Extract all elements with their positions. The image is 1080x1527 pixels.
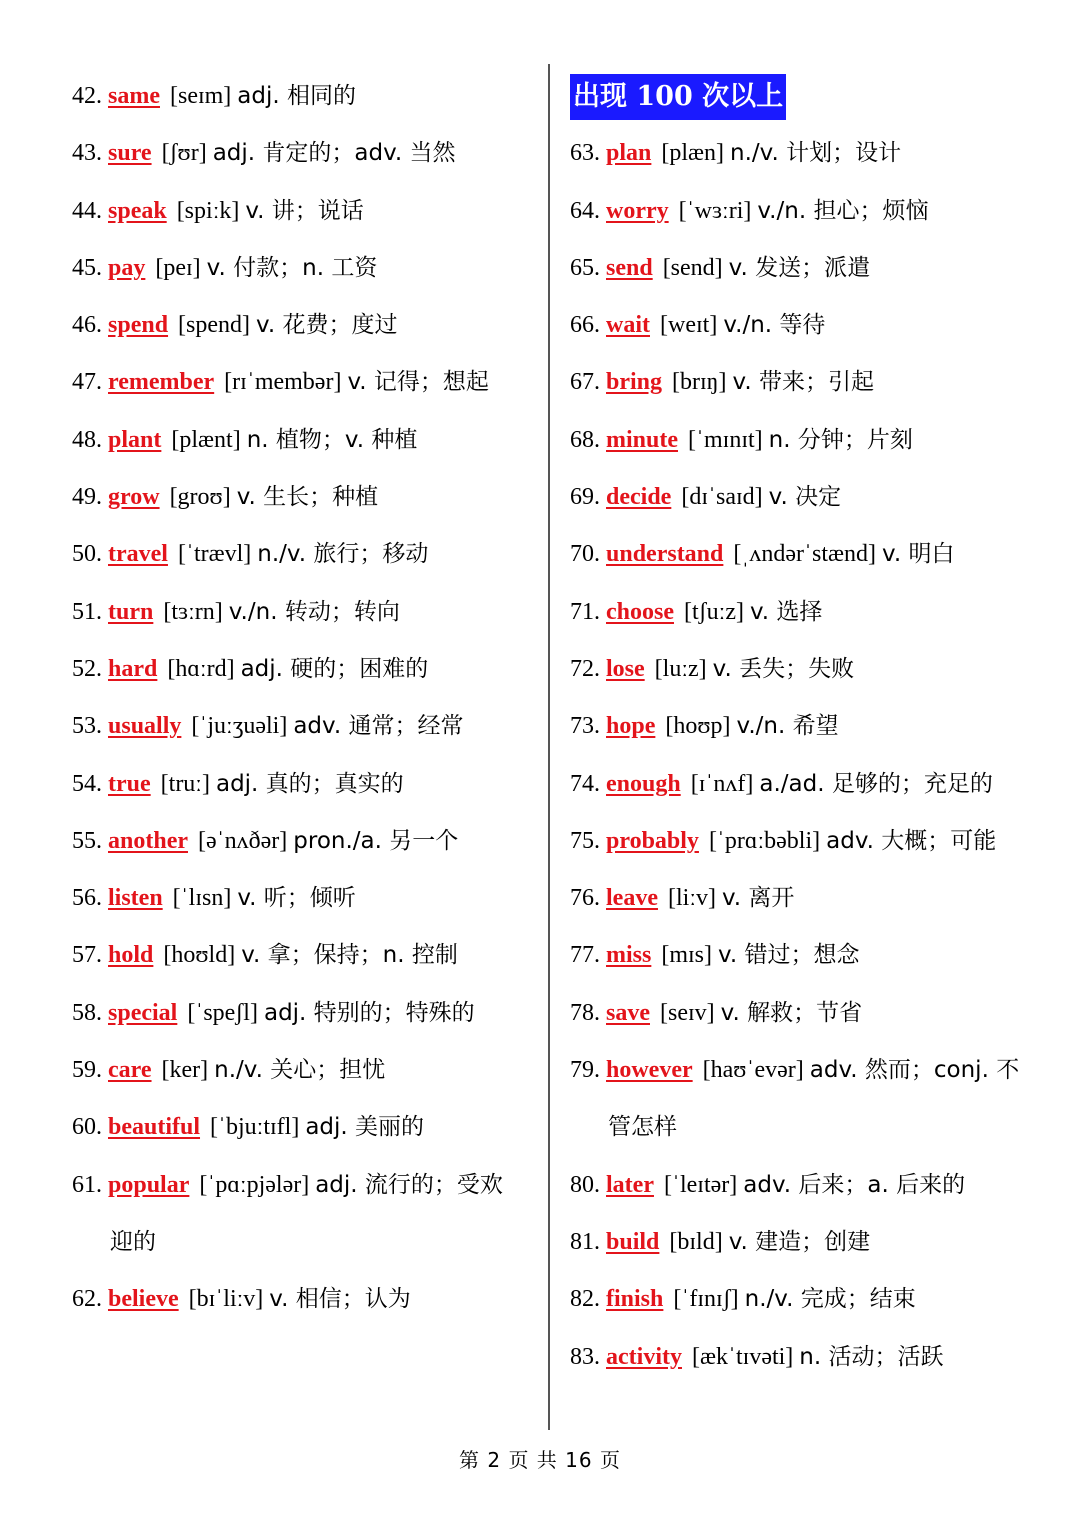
entry-number: 51. (72, 598, 102, 625)
entry-number: 62. (72, 1286, 102, 1313)
entry-number: 78. (570, 999, 600, 1026)
vocab-entry (72, 354, 534, 411)
entry-definition: v. 离开 (721, 885, 795, 912)
entry-definition: pron./a. 另一个 (293, 827, 459, 854)
entry-definition: v. 解救；节省 (720, 999, 863, 1026)
vocab-entry (72, 1042, 534, 1099)
entry-phonetic: [peɪ] (155, 254, 201, 281)
vocab-entry (72, 584, 534, 641)
vocab-entry (72, 927, 534, 984)
entry-word: understand (606, 541, 724, 568)
entry-phonetic: [ˈfɪnɪʃ] (673, 1286, 739, 1313)
entry-word: grow (108, 484, 160, 511)
entry-word: save (606, 999, 650, 1026)
entry-number: 44. (72, 197, 102, 224)
entry-word: activity (606, 1343, 682, 1370)
vocab-entry (72, 469, 534, 526)
vocab-entry (570, 756, 1040, 813)
entry-word: leave (606, 885, 658, 912)
vocab-entry (570, 297, 1040, 354)
vocab-entry (72, 68, 534, 125)
vocab-entry (570, 183, 1040, 240)
entry-word: turn (108, 598, 154, 625)
right-column (570, 68, 1040, 1386)
entry-phonetic: [hoʊp] (665, 713, 731, 740)
entry-definition: n./v. 计划；设计 (730, 140, 902, 167)
entry-word: remember (108, 369, 215, 396)
entry-phonetic: [ˈprɑːbəbli] (708, 827, 821, 854)
vocab-entry (570, 469, 1040, 526)
entry-word: enough (606, 770, 681, 797)
entry-phonetic: [spiːk] (176, 197, 240, 224)
entry-number: 83. (570, 1343, 600, 1370)
entry-definition: v. 听；倾听 (237, 885, 356, 912)
entry-definition: v. 明白 (882, 541, 955, 568)
entry-phonetic: [ækˈtɪvəti] (691, 1343, 794, 1370)
entry-definition: adj. 流行的；受欢 (315, 1171, 503, 1198)
vocab-entry (72, 1099, 534, 1156)
vocab-entry (570, 1214, 1040, 1271)
entry-phonetic: [tɜːrn] (163, 598, 223, 625)
entry-definition: v. 相信；认为 (269, 1286, 411, 1313)
entry-word: hold (108, 942, 154, 969)
entry-definition: n./v. 旅行；移动 (257, 541, 429, 568)
entry-number: 61. (72, 1171, 102, 1198)
entry-number: 82. (570, 1286, 600, 1313)
entry-definition: adj. 特别的；特殊的 (263, 999, 475, 1026)
entry-word: plan (606, 140, 652, 167)
vocab-entry (570, 584, 1040, 641)
entry-phonetic: [liːv] (667, 885, 716, 912)
entry-definition: a./ad. 足够的；充足的 (759, 770, 993, 797)
entry-word: bring (606, 369, 663, 396)
vocab-entry (72, 698, 534, 755)
entry-definition: v. 带来；引起 (732, 369, 874, 396)
section-title: 出现 100 次以上 (570, 74, 786, 120)
entry-phonetic: [bɪˈliːv] (188, 1286, 264, 1313)
entry-number: 67. (570, 369, 600, 396)
entry-number: 74. (570, 770, 600, 797)
entry-word: decide (606, 484, 672, 511)
vocab-entry (570, 526, 1040, 583)
entry-phonetic: [dɪˈsaɪd] (681, 484, 763, 511)
entry-definition: adj. 肯定的；adv. 当然 (212, 140, 456, 167)
entry-definition: adv. 大概；可能 (826, 827, 997, 854)
entry-word: listen (108, 885, 163, 912)
vocab-entry (72, 756, 534, 813)
page-footer: 第 2 页 共 16 页 (459, 1448, 621, 1472)
entry-phonetic: [ˈpɑːpjələr] (199, 1171, 310, 1198)
entry-number: 47. (72, 369, 102, 396)
vocab-entry (72, 183, 534, 240)
entry-number: 48. (72, 426, 102, 453)
vocab-entry (570, 1329, 1040, 1386)
entry-definition: v. 决定 (768, 484, 842, 511)
entry-number: 72. (570, 655, 600, 682)
entry-phonetic: [seɪm] (169, 83, 232, 109)
entry-phonetic: [ˈjuːʒuəli] (191, 713, 288, 740)
entry-number: 50. (72, 541, 102, 568)
entry-phonetic: [send] (662, 254, 723, 281)
vocab-entry (570, 354, 1040, 411)
vocab-entry (570, 412, 1040, 469)
vocab-entry (72, 526, 534, 583)
entry-number: 55. (72, 827, 102, 854)
vocab-entry (570, 985, 1040, 1042)
entry-definition: n. 分钟；片刻 (768, 426, 913, 453)
entry-word: finish (606, 1286, 664, 1313)
vocab-entry (570, 698, 1040, 755)
vocab-entry (72, 985, 534, 1042)
entry-word: miss (606, 942, 652, 969)
entry-definition: n./v. 关心；担忧 (214, 1057, 386, 1084)
entry-phonetic: [ˈlɪsn] (172, 885, 232, 912)
entry-number: 69. (570, 484, 600, 511)
entry-word: speak (108, 197, 167, 224)
entry-phonetic: [ˈtrævl] (177, 541, 252, 568)
entry-word: hard (108, 655, 158, 682)
vocab-entry (72, 813, 534, 870)
vocab-entry (570, 125, 1040, 182)
entry-phonetic: [bɪld] (669, 1228, 723, 1255)
entry-word: minute (606, 426, 678, 453)
entry-word: care (108, 1057, 152, 1084)
entry-phonetic: [haʊˈevər] (702, 1057, 804, 1084)
entry-phonetic: [truː] (160, 770, 210, 797)
entry-phonetic: [ker] (161, 1057, 209, 1084)
entry-word: plant (108, 426, 162, 453)
entry-phonetic: [hoʊld] (163, 942, 236, 969)
entry-word: worry (606, 197, 669, 224)
entry-number: 63. (570, 140, 600, 167)
entry-word: later (606, 1171, 654, 1198)
entry-number: 80. (570, 1171, 600, 1198)
entry-word: believe (108, 1286, 179, 1313)
vocab-entry (570, 1271, 1040, 1328)
entry-phonetic: [ʃʊr] (161, 140, 207, 167)
entry-definition: v. 丢失；失败 (712, 655, 855, 682)
entry-definition: v. 生长；种植 (236, 484, 379, 511)
entry-definition: adj. 真的；真实的 (215, 770, 404, 797)
entry-definition: v. 错过；想念 (718, 942, 860, 969)
entry-definition: v. 记得；想起 (347, 369, 489, 396)
entry-number: 64. (570, 197, 600, 224)
entry-phonetic: [spend] (178, 312, 251, 339)
entry-word: special (108, 999, 178, 1026)
entry-definition: adv. 通常；经常 (293, 713, 464, 740)
entry-phonetic: [plænt] (171, 426, 241, 453)
left-column (72, 68, 534, 1329)
vocab-entry (72, 125, 534, 182)
entry-definition-continued: 管怎样 (608, 1114, 677, 1141)
entry-phonetic: [luːz] (654, 655, 707, 682)
entry-definition: v./n. 希望 (736, 713, 839, 740)
vocab-entry (570, 641, 1040, 698)
entry-definition: adj. 美丽的 (305, 1114, 425, 1141)
entry-number: 52. (72, 655, 102, 682)
entry-definition: v. 拿；保持；n. 控制 (241, 942, 458, 969)
entry-word: sure (108, 140, 152, 167)
entry-definition: v. 发送；派遣 (728, 254, 871, 281)
entry-word: beautiful (108, 1114, 201, 1141)
entry-number: 75. (570, 827, 600, 854)
entry-phonetic: [ˈleɪtər] (663, 1171, 738, 1198)
entry-number: 53. (72, 713, 102, 740)
entry-phonetic: [rɪˈmembər] (224, 369, 342, 396)
entry-number: 43. (72, 140, 102, 167)
entry-definition: v. 建造；创建 (728, 1228, 871, 1255)
entry-number: 49. (72, 484, 102, 511)
entry-number: 73. (570, 713, 600, 740)
entry-number: 71. (570, 598, 600, 625)
entry-word: popular (108, 1171, 190, 1198)
entry-word: send (606, 254, 653, 281)
entry-word: choose (606, 598, 674, 625)
entry-number: 54. (72, 770, 102, 797)
entry-word: lose (606, 655, 645, 682)
entry-definition: v./n. 担心；烦恼 (757, 197, 929, 224)
entry-phonetic: [ˈmɪnɪt] (688, 426, 763, 453)
entry-number: 42. (72, 83, 102, 109)
entry-phonetic: [tʃuːz] (684, 598, 744, 625)
entry-number: 81. (570, 1228, 600, 1255)
entry-number: 79. (570, 1057, 600, 1084)
entry-phonetic: [weɪt] (660, 312, 718, 339)
entry-phonetic: [əˈnʌðər] (198, 827, 288, 854)
entry-word: usually (108, 713, 182, 740)
vocab-entry (570, 1157, 1040, 1214)
vocab-entry (72, 1271, 534, 1328)
vocab-entry (570, 240, 1040, 297)
entry-phonetic: [brɪŋ] (672, 369, 727, 396)
entry-word: build (606, 1228, 660, 1255)
entry-number: 77. (570, 942, 600, 969)
entry-number: 45. (72, 254, 102, 281)
entry-definition-continued: 迎的 (110, 1228, 156, 1255)
entry-number: 68. (570, 426, 600, 453)
vocab-entry (72, 240, 534, 297)
entry-definition: n. 活动；活跃 (799, 1343, 944, 1370)
entry-word: pay (108, 254, 146, 281)
entry-word: spend (108, 312, 169, 339)
entry-number: 59. (72, 1057, 102, 1084)
entry-phonetic: [ˈspeʃl] (187, 999, 258, 1026)
vocab-entry (570, 927, 1040, 984)
entry-phonetic: [plæn] (661, 140, 725, 167)
entry-word: travel (108, 541, 168, 568)
entry-number: 60. (72, 1114, 102, 1141)
entry-definition: v. 花费；度过 (256, 312, 398, 339)
entry-word: same (108, 83, 160, 109)
column-divider (548, 64, 550, 1430)
vocab-entry (72, 870, 534, 927)
entry-word: true (108, 770, 151, 797)
entry-number: 66. (570, 312, 600, 339)
entry-definition: adj. 硬的；困难的 (240, 655, 429, 682)
entry-definition: n./v. 完成；结束 (744, 1286, 916, 1313)
entry-phonetic: [seɪv] (660, 999, 715, 1026)
section-banner (570, 68, 1040, 125)
entry-number: 57. (72, 942, 102, 969)
entry-phonetic: [hɑːrd] (167, 655, 235, 682)
entry-phonetic: [groʊ] (169, 484, 231, 511)
entry-number: 58. (72, 999, 102, 1026)
entry-phonetic: [ɪˈnʌf] (690, 770, 754, 797)
entry-number: 46. (72, 312, 102, 339)
entry-word: probably (606, 827, 699, 854)
entry-phonetic: [ˈbjuːtɪfl] (210, 1114, 300, 1141)
entry-definition: adj. 相同的 (237, 83, 357, 109)
entry-word: however (606, 1057, 693, 1084)
entry-number: 65. (570, 254, 600, 281)
entry-definition: v. 选择 (749, 598, 823, 625)
entry-phonetic: [mɪs] (661, 942, 713, 969)
entry-definition: v./n. 转动；转向 (228, 598, 400, 625)
entry-word: another (108, 827, 188, 854)
entry-definition: v./n. 等待 (723, 312, 826, 339)
entry-definition: adv. 后来；a. 后来的 (743, 1171, 966, 1198)
vocab-entry (72, 412, 534, 469)
vocab-entry (72, 297, 534, 354)
entry-number: 56. (72, 885, 102, 912)
vocab-entry (72, 1157, 534, 1272)
entry-word: hope (606, 713, 656, 740)
vocab-entry (570, 870, 1040, 927)
vocab-entry (72, 641, 534, 698)
entry-definition: v. 讲；说话 (245, 197, 364, 224)
vocab-entry (570, 813, 1040, 870)
entry-phonetic: [ˈwɜːri] (678, 197, 752, 224)
vocab-entry (570, 1042, 1040, 1157)
entry-definition: v. 付款；n. 工资 (206, 254, 378, 281)
entry-definition: adv. 然而；conj. 不 (809, 1057, 1020, 1084)
entry-number: 76. (570, 885, 600, 912)
entry-phonetic: [ˌʌndərˈstænd] (733, 541, 877, 568)
entry-word: wait (606, 312, 650, 339)
entry-number: 70. (570, 541, 600, 568)
entry-definition: n. 植物；v. 种植 (246, 426, 418, 453)
